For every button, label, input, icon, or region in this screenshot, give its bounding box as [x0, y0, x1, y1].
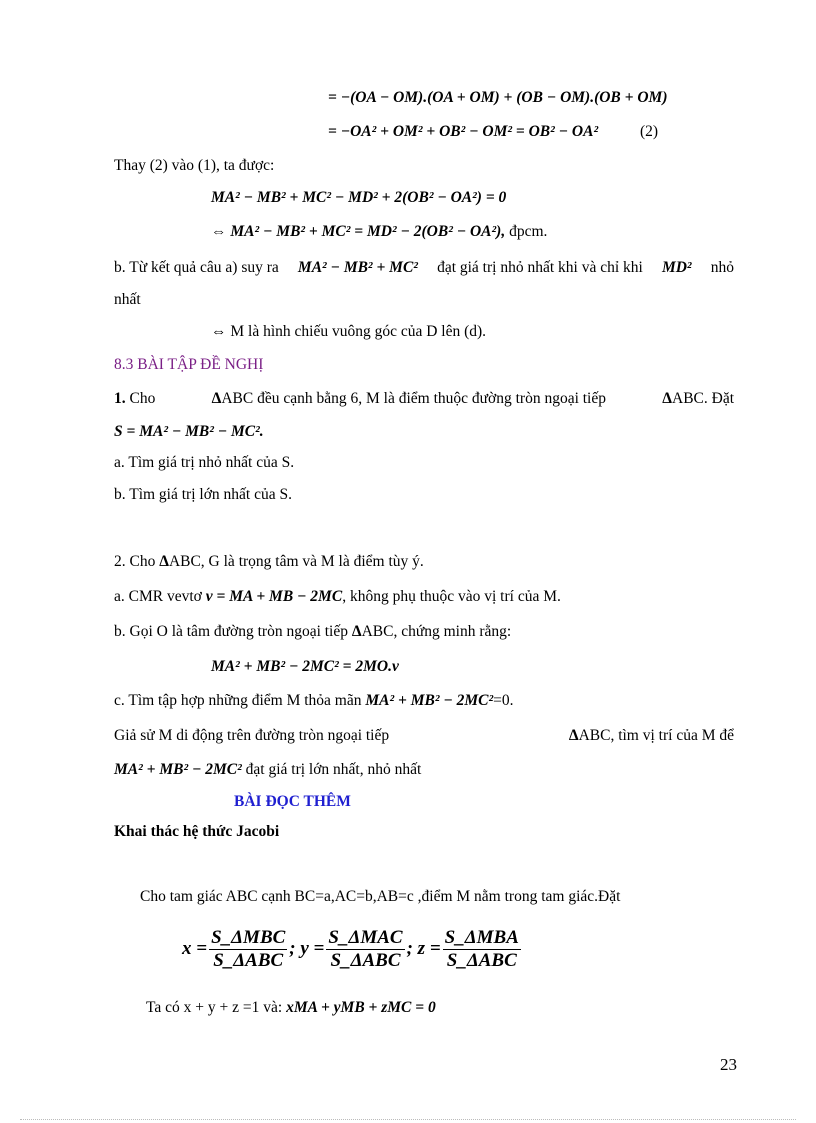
exercise-2b-pre: b. Gọi O là tâm đường tròn ngoại tiếp — [114, 623, 348, 640]
x-numerator: S_ΔMBC — [211, 926, 286, 948]
jacobi-vector-identity: xMA + yMB + zMC = 0 — [286, 999, 436, 1016]
part-b-middle: đạt giá trị nhỏ nhất khi và chỉ khi — [437, 259, 643, 276]
proof-equation-1: = −(OA − OM).(OA + OM) + (OB − OM).(OB + OM) — [328, 89, 668, 106]
exercise-2b — [114, 622, 511, 642]
reading-intro: Cho tam giác ABC cạnh BC=a,AC=b,AB=c ,điểm M nằm trong tam giác.Đặt — [140, 888, 621, 905]
triangle-symbol-2: Δ — [662, 390, 672, 407]
page-bottom-divider — [20, 1119, 796, 1120]
equation-label-2: (2) — [640, 123, 659, 140]
exercise-1-line — [114, 389, 734, 409]
conclusion-pre: Ta có x + y + z =1 và: — [146, 999, 283, 1016]
x-fraction — [209, 928, 287, 971]
s-definition: S = MA² − MB² − MC². — [114, 423, 264, 440]
z-fraction — [443, 928, 521, 971]
exercise-2c-pre: c. Tìm tập hợp những điểm M thỏa mãn — [114, 692, 362, 709]
section-title: 8.3 BÀI TẬP ĐỀ NGHỊ — [114, 356, 264, 373]
proof-equation-3: MA² − MB² + MC² − MD² + 2(OB² − OA²) = 0 — [211, 189, 507, 206]
exercise-2b-identity: MA² + MB² − 2MC² = 2MO.v — [211, 658, 399, 675]
exercise-1-number: 1. — [114, 390, 126, 407]
iff-symbol: ⇔ — [211, 323, 227, 340]
triangle-symbol: Δ — [351, 623, 362, 640]
iff-line — [211, 322, 486, 342]
jacobi-definitions — [182, 918, 523, 980]
jacobi-conclusion — [146, 998, 436, 1018]
triangle-symbol: Δ — [211, 390, 222, 407]
part-b-md-expression: MD² — [661, 259, 692, 276]
part-b-line — [114, 258, 734, 278]
exercise-2c — [114, 691, 514, 711]
exercise-2-intro-post: ABC, G là trọng tâm và M là điểm tùy ý. — [168, 553, 424, 570]
exercise-2d-end: đạt giá trị lớn nhất, nhỏ nhất — [245, 761, 422, 778]
part-b-end: nhỏ — [710, 259, 734, 276]
exercise-2a-post: , không phụ thuộc vào vị trí của M. — [342, 588, 561, 605]
exercise-2c-expression: MA² + MB² − 2MC² — [365, 692, 494, 709]
y-fraction — [326, 928, 404, 971]
exercise-2d-line — [114, 726, 734, 746]
iff-text: M là hình chiếu vuông góc của D lên (d). — [230, 323, 487, 340]
x-label: x = — [182, 938, 208, 959]
vector-v-expression: v = MA + MB − 2MC — [205, 588, 343, 605]
substitution-text: Thay (2) vào (1), ta được: — [114, 157, 275, 174]
proof-equation-4: ⇔ MA² − MB² + MC² = MD² − 2(OB² − OA²), — [211, 223, 506, 240]
exercise-2-intro — [114, 552, 424, 572]
exercise-2-intro-pre: 2. Cho — [114, 553, 156, 570]
part-b-line-2: nhất — [114, 291, 141, 308]
y-label: ; y = — [289, 938, 325, 959]
y-denominator: S_ΔABC — [330, 949, 401, 971]
exercise-2d-expression: MA² + MB² − 2MC² — [114, 761, 242, 778]
exercise-1-text-2: ABC đều cạnh bằng 6, M là điểm thuộc đường tròn ngoại tiếp — [221, 390, 606, 407]
exercise-2b-post: ABC, chứng minh rằng: — [361, 623, 512, 640]
exercise-2d-mid — [569, 726, 734, 746]
exercise-2c-post: =0. — [493, 692, 514, 709]
triangle-symbol: Δ — [159, 553, 169, 570]
exercise-1-tail — [662, 389, 734, 409]
exercise-2d-line-2 — [114, 760, 421, 780]
proof-equation-4-line — [211, 222, 547, 242]
exercise-1b: b. Tìm giá trị lớn nhất của S. — [114, 486, 292, 503]
reading-title: BÀI ĐỌC THÊM — [234, 793, 351, 810]
exercise-2a-pre: a. CMR vevtơ — [114, 588, 202, 605]
exercise-1-body — [212, 389, 606, 409]
exercise-2d-post: ABC, tìm vị trí của M để — [578, 727, 734, 744]
part-b-expression: MA² − MB² + MC² — [297, 259, 418, 276]
part-b-prefix: b. Từ kết quả câu a) suy ra — [114, 259, 279, 276]
qed-text: đpcm. — [509, 223, 548, 240]
y-numerator: S_ΔMAC — [328, 926, 403, 948]
exercise-1a: a. Tìm giá trị nhỏ nhất của S. — [114, 454, 295, 471]
triangle-symbol: Δ — [568, 727, 579, 744]
exercise-1-lead — [114, 389, 155, 409]
exercise-1-text: Cho — [129, 390, 156, 407]
exercise-2d-pre: Giả sử M di động trên đường tròn ngoại tiếp — [114, 727, 390, 744]
x-denominator: S_ΔABC — [213, 949, 284, 971]
z-label: ; z = — [406, 938, 441, 959]
page-number: 23 — [720, 1055, 737, 1074]
z-denominator: S_ΔABC — [446, 949, 517, 971]
exercise-2a — [114, 587, 561, 607]
exercise-1-text-3: ABC. Đặt — [672, 390, 734, 407]
z-numerator: S_ΔMBA — [444, 926, 519, 948]
reading-subtitle: Khai thác hệ thức Jacobi — [114, 823, 280, 840]
proof-equation-2: = −OA² + OM² + OB² − OM² = OB² − OA² — [328, 123, 599, 140]
